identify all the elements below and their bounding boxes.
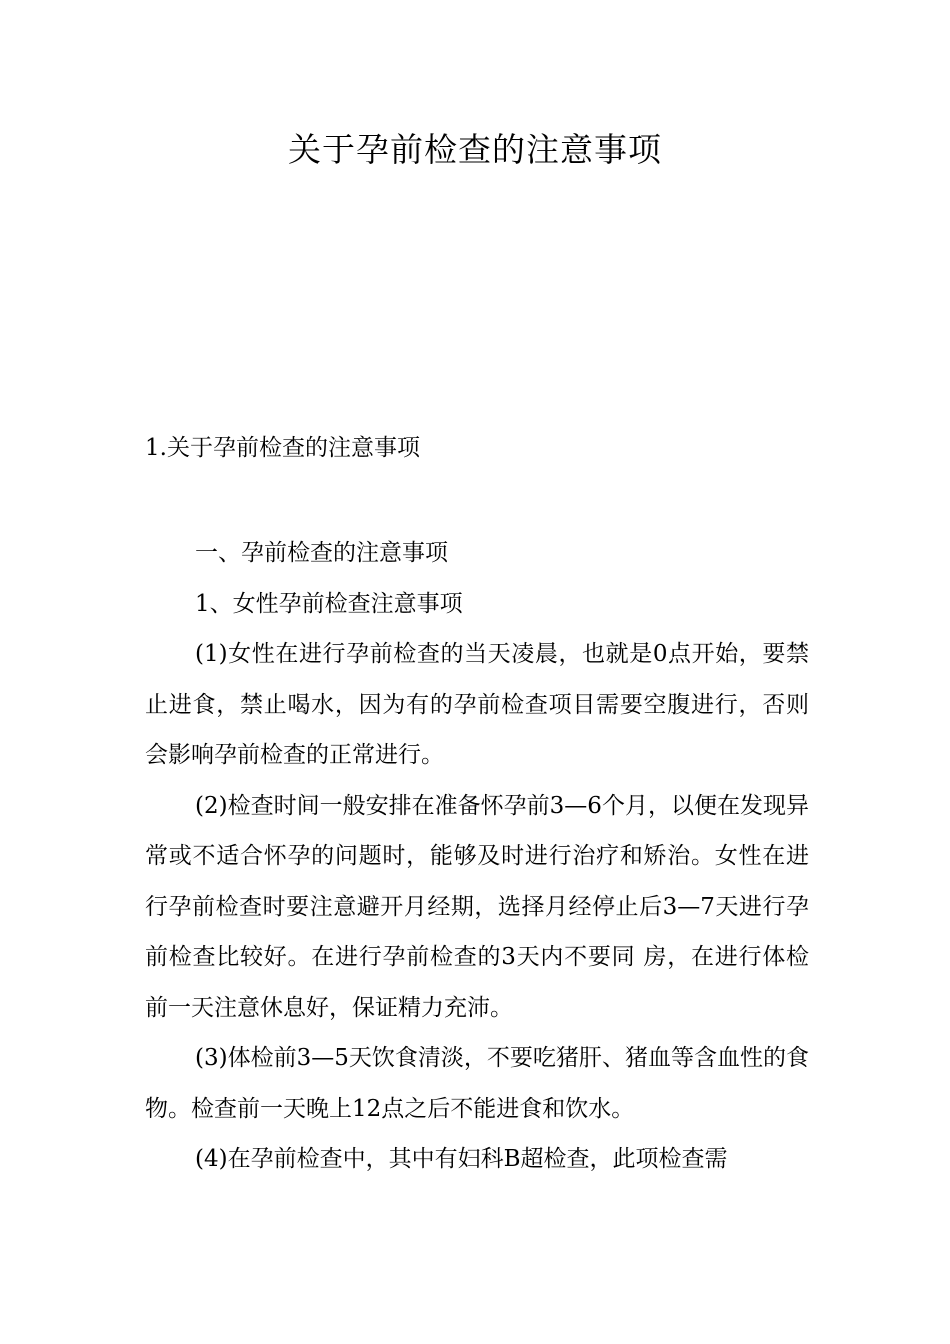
subheading-female: 1、女性孕前检查注意事项: [195, 590, 463, 617]
subheading-general: 一、孕前检查的注意事项: [195, 540, 448, 566]
paragraph-item-4: (4)在孕前检查中，其中有妇科B超检查，此项检查需: [195, 1146, 728, 1172]
document-title: 关于孕前检查的注意事项: [288, 130, 662, 169]
paragraph-item-1: (1)女性在进行孕前检查的当天凌晨，也就是0点开始，要禁止进食，禁止喝水，因为有的孕前检查项目需要空腹进行，否则会影响孕前检查的正常进行。: [145, 641, 809, 768]
document-body: [145, 528, 809, 1185]
paragraph-item-2: (2)检查时间一般安排在准备怀孕前3—6个月，以便在发现异常或不适合怀孕的问题时，能够及时进行治疗和矫治。女性在进行孕前检查时要注意避开月经期，选择月经停止后3—7天进行孕前检查比较好。在进行孕前检查的3天内不要同 房，在进行体检前一天注意休息好，保证精力充沛。: [145, 792, 809, 1021]
paragraph-item-3: (3)体检前3—5天饮食清淡，不要吃猪肝、猪血等含血性的食物。检查前一天晚上12点之后不能进食和饮水。: [145, 1045, 809, 1122]
section-heading: 1.关于孕前检查的注意事项: [145, 435, 420, 461]
